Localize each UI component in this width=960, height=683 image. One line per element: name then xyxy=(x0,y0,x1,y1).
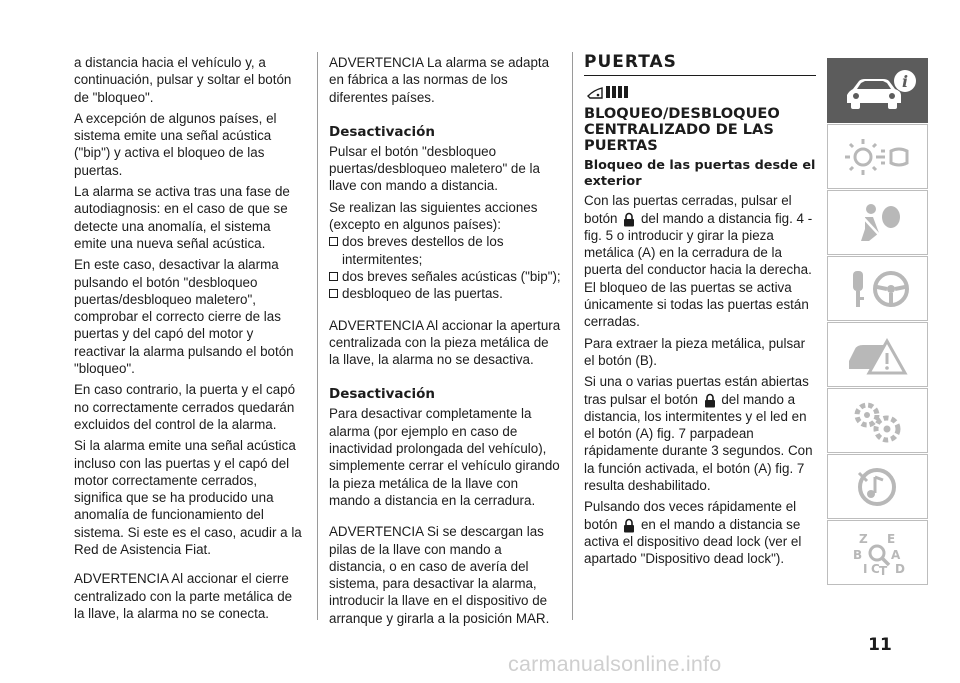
maintenance-gears-icon xyxy=(839,397,917,445)
checkbox-bullet-icon xyxy=(329,289,338,298)
paragraph: La alarma se activa tras una fase de autodiagnosis: en el caso de que se detecte una anomalía, el sistema emite una nueva señal acústica. xyxy=(74,184,290,251)
text-column-2 xyxy=(329,54,561,631)
main-heading: BLOQUEO/DESBLOQUEO CENTRALIZADO DE LAS PUERTAS xyxy=(584,105,780,155)
index-letter: A xyxy=(890,547,900,562)
warning-paragraph: ADVERTENCIA Al accionar la apertura centralizada con la pieza metálica de la llave, la alarma no se desactiva. xyxy=(329,317,561,368)
tab-car-info[interactable] xyxy=(827,58,928,123)
tab-safety[interactable] xyxy=(827,190,928,255)
paragraph: a distancia hacia el vehículo y, a continuación, pulsar y soltar el botón de "bloqueo". xyxy=(74,55,292,105)
list-item: desbloqueo de las puertas. xyxy=(329,285,561,302)
column-divider xyxy=(317,52,318,620)
key-steering-wheel-icon xyxy=(839,265,917,313)
index-letter: I xyxy=(862,561,867,576)
paragraph: Se realizan las siguientes acciones (excepto en algunos países): xyxy=(329,199,538,233)
paragraph: Para extraer la pieza metálica, pulsar el botón (B). xyxy=(584,335,806,368)
airbag-safety-icon xyxy=(839,199,917,247)
watermark: carmanualsonline.info xyxy=(508,652,722,676)
checkbox-bullet-icon xyxy=(329,237,338,246)
paragraph: Pulsar el botón "desbloqueo puertas/desbloqueo maletero" de la llave con mando a distancia. xyxy=(329,143,540,194)
index-letter: T xyxy=(878,563,887,577)
lock-icon xyxy=(623,212,635,227)
tab-maintenance[interactable] xyxy=(827,388,928,453)
tab-emergency[interactable] xyxy=(827,322,928,387)
tab-index[interactable] xyxy=(827,520,928,585)
subheading-desactivacion: Desactivación xyxy=(329,386,436,403)
warning-paragraph: ADVERTENCIA Al accionar el cierre centralizado con la parte metálica de la llave, la alarma no se conecta. xyxy=(74,571,293,621)
subheading-desactivacion: Desactivación xyxy=(329,123,436,140)
index-letter: C xyxy=(870,561,880,576)
page-number: 11 xyxy=(868,635,892,655)
index-letters-icon xyxy=(839,529,917,577)
warning-paragraph: ADVERTENCIA Si se descargan las pilas de la llave con mando a distancia, o en caso de avería del sistema, para desactivar la alarma, introducir la llave en el dispositivo de arranque y girarla a la posición MAR. xyxy=(329,524,550,626)
svg-text:i: i xyxy=(901,71,908,91)
index-letter: Z xyxy=(858,531,868,546)
tab-multimedia[interactable] xyxy=(827,454,928,519)
paragraph: Pulsando dos veces rápidamente el botón en el mando a distancia se activa el dispositivo dead lock (ver el apartado "Dispositivo dead lock"). xyxy=(584,499,802,567)
list-item: dos breves destellos de los intermitentes; xyxy=(329,233,561,268)
text-column-1 xyxy=(74,54,306,626)
checkbox-bullet-icon xyxy=(329,272,338,281)
paragraph: Con las puertas cerradas, pulsar el botón del mando a distancia fig. 4 - fig. 5 o introducir y girar la pieza metálica (A) en la cerradura de la puerta del conductor hacia la derecha. El bloqueo de las puertas se activa únicamente si todas las puertas están cerradas. xyxy=(584,193,813,330)
section-title: PUERTAS xyxy=(584,54,816,76)
subheading: Bloqueo de las puertas desde el exterior xyxy=(584,158,816,190)
column-divider xyxy=(572,52,573,620)
door-lock-icon xyxy=(586,82,630,102)
warning-emergency-icon xyxy=(839,331,917,379)
paragraph: En caso contrario, la puerta y el capó no correctamente cerrados quedarán excluidos del control de la alarma. xyxy=(74,382,296,432)
tab-dashboard-lights[interactable] xyxy=(827,124,928,189)
dashboard-lights-icon xyxy=(839,133,917,181)
index-letter: D xyxy=(894,561,905,576)
list-item: dos breves señales acústicas ("bip"); xyxy=(329,268,561,285)
paragraph: Si una o varias puertas están abiertas tras pulsar el botón del mando a distancia, los intermitentes y el led en el botón (A) fig. 7 parpadean rápidamente durante 3 segundos. Con la función activada, el botón (A) fig. 7 resulta deshabilitado. xyxy=(584,374,813,494)
car-info-icon xyxy=(839,67,917,115)
index-letter: E xyxy=(886,531,895,546)
warning-paragraph: ADVERTENCIA La alarma se adapta en fábrica a las normas de los diferentes países. xyxy=(329,55,550,105)
lock-icon xyxy=(704,393,716,408)
lock-icon xyxy=(623,518,635,533)
tab-starting-driving[interactable] xyxy=(827,256,928,321)
index-letter: B xyxy=(852,547,862,562)
paragraph: Para desactivar completamente la alarma (por ejemplo en caso de inactividad prolongada del vehículo), simplemente cerrar el vehículo girando la pieza metálica de la llave con mando a distancia en la cerradura. xyxy=(329,406,560,508)
paragraph: Si la alarma emite una señal acústica incluso con las puertas y el capó del motor correctamente cerrados, significa que se ha producido una anomalía de funcionamiento del sistema. Si este es el caso, acudir a la Red de Asistencia Fiat. xyxy=(74,438,302,558)
paragraph: A excepción de algunos países, el sistema emite una señal acústica ("bip") y activa el bloqueo de las puertas. xyxy=(74,110,277,178)
multimedia-icon xyxy=(839,463,917,511)
paragraph: En este caso, desactivar la alarma pulsando el botón "desbloqueo puertas/desbloqueo maletero", comprobar el correcto cierre de las puertas y del capó del motor y reactivar la alarma pulsando el botón "bloqueo". xyxy=(74,257,294,377)
text-column-3 xyxy=(584,54,816,572)
